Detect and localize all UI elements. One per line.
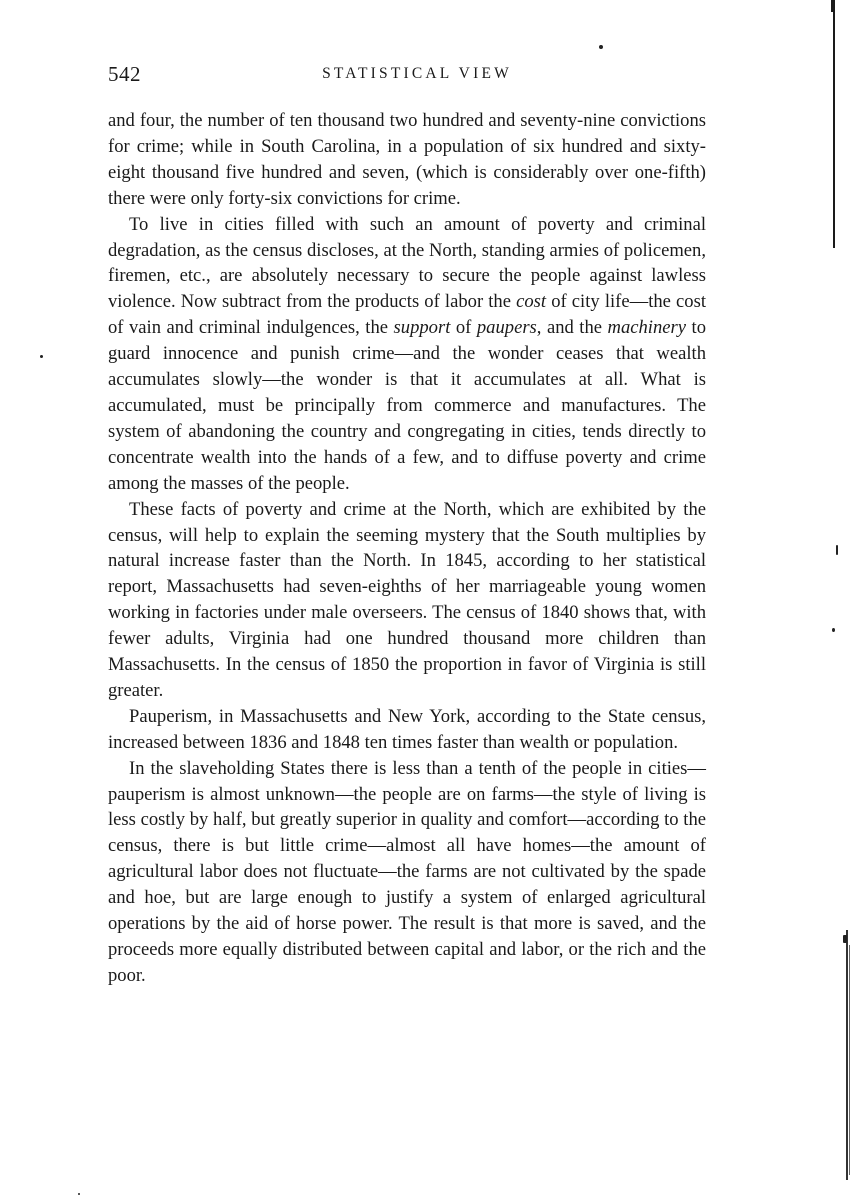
scan-edge-rule-bottom bbox=[846, 930, 848, 1180]
italic-term: cost bbox=[516, 291, 547, 313]
text-run: To live in cities filled with such an amount of poverty and criminal degradation, as the census discloses, at the North, standing armies of policemen, firemen, etc., are absolutely necessary to secure the people against lawless violence. Now subtract from the products of labor the bbox=[108, 213, 706, 313]
text-run: Pauperism, in Massachusetts and New York, according to the State census, increased between 1836 and 1848 ten times faster than wealth or population. bbox=[108, 705, 706, 753]
page-number: 542 bbox=[108, 62, 141, 86]
text-run: , and the bbox=[536, 317, 608, 339]
italic-term: support bbox=[393, 317, 451, 339]
paragraph-p5 bbox=[108, 756, 706, 989]
text-run: and four, the number of ten thousand two hundred and seventy-nine convictions for crime; while in South Carolina, in a population of six hundred and sixty-eight thousand five hundred and seven, (which is considerably over one-fifth) there were only forty-six convictions for crime. bbox=[108, 110, 706, 209]
scan-edge-rule-top bbox=[833, 0, 835, 248]
italic-term: paupers bbox=[476, 317, 537, 339]
paragraph-p2 bbox=[108, 212, 706, 497]
scan-speck bbox=[836, 545, 838, 555]
paragraph-p1 bbox=[108, 108, 706, 212]
scan-speck bbox=[832, 628, 835, 632]
text-run: In the slaveholding States there is less than a tenth of the people in cities—pauperism is almost unknown—the people are on farms—the style of living is less costly by half, but greatly superior in quality and comfort—according to the census, there is but little crime—almost all have homes—the amount of agricultural labor does not fluctuate—the farms are not cultivated by the spade and hoe, but are large enough to justify a system of enlarged agricultural operations by the aid of horse power. The result is that more is saved, and the proceeds more equally distributed between capital and labor, or the rich and the poor. bbox=[108, 757, 706, 986]
italic-term: machinery bbox=[607, 317, 687, 339]
page-header bbox=[108, 62, 706, 94]
body-text bbox=[108, 108, 706, 989]
scan-speck bbox=[843, 935, 847, 943]
text-run: of bbox=[450, 317, 477, 339]
scan-speck bbox=[599, 45, 603, 49]
text-run: to guard innocence and punish crime—and the wonder ceases that wealth accumulates slowly—the wonder is that it accumulates at all. What is accumulated, must be principally from commerce and manufactures. The system of abandoning the country and congregating in cities, tends directly to concentrate wealth into the hands of a few, and to diffuse poverty and crime among the masses of the people. bbox=[108, 317, 706, 494]
running-head: STATISTICAL VIEW bbox=[322, 65, 512, 82]
scan-edge-rule-bottom-shadow bbox=[849, 945, 850, 1175]
text-run: These facts of poverty and crime at the North, which are exhibited by the census, will help to explain the seeming mystery that the South multiplies by natural increase faster than the North. In 1845, according to her statistical report, Massachusetts had seven-eighths of her marriageable young women working in factories under male overseers. The census of 1840 shows that, with fewer adults, Virginia had one hundred thousand more children than Massachusetts. In the census of 1850 the proportion in favor of Virginia is still greater. bbox=[108, 498, 706, 701]
scan-speck bbox=[78, 1193, 80, 1195]
paragraph-p4 bbox=[108, 704, 706, 756]
text-run: of city life—the cost of vain and criminal indulgences, the bbox=[108, 291, 706, 339]
paragraph-p3 bbox=[108, 497, 706, 704]
scan-speck bbox=[40, 355, 43, 358]
